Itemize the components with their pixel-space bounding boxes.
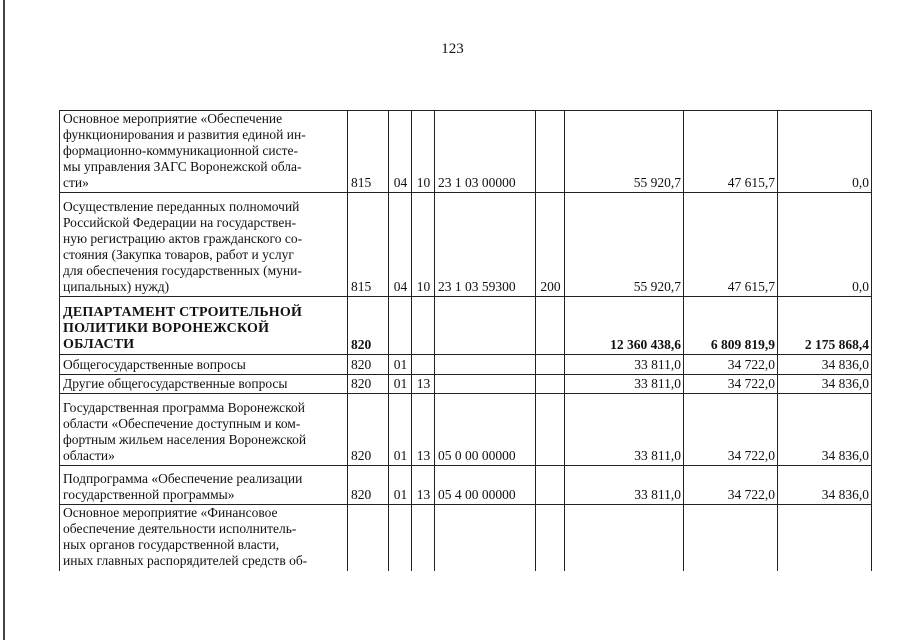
row-name-line: области» <box>63 448 115 463</box>
subsection-code: 10 <box>412 193 435 297</box>
section-code: 01 <box>389 466 412 505</box>
row-name-line: обеспечение деятельности исполнитель- <box>63 521 297 536</box>
grbs-code: 815 <box>348 111 389 193</box>
grbs-code: 820 <box>348 394 389 466</box>
amount-year-3: 0,0 <box>778 111 872 193</box>
row-name-line: фортным жильем населения Воронежской <box>63 432 307 447</box>
grbs-code: 820 <box>348 466 389 505</box>
row-name-line: мы управления ЗАГС Воронежской обла- <box>63 159 302 174</box>
amount-year-3: 34 836,0 <box>778 375 872 394</box>
expense-type-code <box>536 394 565 466</box>
table-row <box>60 297 872 355</box>
row-name <box>60 505 348 571</box>
amount-year-1: 55 920,7 <box>565 193 684 297</box>
row-name-line: Общегосударственные вопросы <box>63 357 246 372</box>
section-code: 04 <box>389 193 412 297</box>
row-name <box>60 111 348 193</box>
budget-table <box>59 110 872 571</box>
target-item-code: 05 4 00 00000 <box>435 466 536 505</box>
row-name-line: стояния (Закупка товаров, работ и услуг <box>63 247 294 262</box>
table-row <box>60 375 872 394</box>
row-name-line: для обеспечения государственных (муни- <box>63 263 302 278</box>
amount-year-1: 12 360 438,6 <box>565 297 684 355</box>
row-name-line: ПОЛИТИКИ ВОРОНЕЖСКОЙ <box>63 321 270 336</box>
expense-type-code <box>536 466 565 505</box>
row-name-line: Государственная программа Воронежской <box>63 400 305 415</box>
row-name-line: Другие общегосударственные вопросы <box>63 376 288 391</box>
row-name-line: ную регистрацию актов гражданского со- <box>63 231 303 246</box>
row-name-line: Подпрограмма «Обеспечение реализации <box>63 471 303 486</box>
row-name <box>60 466 348 505</box>
table-body <box>60 111 872 571</box>
section-code: 01 <box>389 394 412 466</box>
target-item-code <box>435 355 536 375</box>
amount-year-3: 34 836,0 <box>778 394 872 466</box>
grbs-code: 820 <box>348 375 389 394</box>
subsection-code: 10 <box>412 111 435 193</box>
target-item-code: 23 1 03 00000 <box>435 111 536 193</box>
grbs-code <box>348 505 389 571</box>
row-name-line: государственной программы» <box>63 487 235 502</box>
subsection-code: 13 <box>412 375 435 394</box>
table-row <box>60 505 872 571</box>
expense-type-code: 200 <box>536 193 565 297</box>
table-row <box>60 394 872 466</box>
section-code: 04 <box>389 111 412 193</box>
amount-year-1 <box>565 505 684 571</box>
amount-year-3: 34 836,0 <box>778 466 872 505</box>
row-name-line: области «Обеспечение доступным и ком- <box>63 416 301 431</box>
amount-year-1: 33 811,0 <box>565 375 684 394</box>
expense-type-code <box>536 355 565 375</box>
amount-year-1: 33 811,0 <box>565 466 684 505</box>
row-name-line: формационно-коммуникационной систе- <box>63 143 298 158</box>
amount-year-2: 34 722,0 <box>684 355 778 375</box>
target-item-code <box>435 375 536 394</box>
amount-year-2: 6 809 819,9 <box>684 297 778 355</box>
amount-year-1: 55 920,7 <box>565 111 684 193</box>
amount-year-2: 47 615,7 <box>684 193 778 297</box>
subsection-code <box>412 505 435 571</box>
row-name <box>60 394 348 466</box>
target-item-code: 23 1 03 59300 <box>435 193 536 297</box>
row-name-line: Российской Федерации на государствен- <box>63 215 297 230</box>
amount-year-3 <box>778 505 872 571</box>
row-name-line: сти» <box>63 175 89 190</box>
section-code <box>389 505 412 571</box>
row-name-line: ципальных) нужд) <box>63 279 170 294</box>
amount-year-2: 34 722,0 <box>684 394 778 466</box>
expense-type-code <box>536 297 565 355</box>
row-name <box>60 355 348 375</box>
section-code: 01 <box>389 375 412 394</box>
table-row <box>60 193 872 297</box>
amount-year-3: 0,0 <box>778 193 872 297</box>
section-code: 01 <box>389 355 412 375</box>
amount-year-3: 2 175 868,4 <box>778 297 872 355</box>
row-name-line: ДЕПАРТАМЕНТ СТРОИТЕЛЬНОЙ <box>63 305 303 320</box>
row-name <box>60 375 348 394</box>
table-row <box>60 466 872 505</box>
row-name-line: Основное мероприятие «Финансовое <box>63 505 278 520</box>
expense-type-code <box>536 375 565 394</box>
expense-type-code <box>536 505 565 571</box>
row-name-line: Основное мероприятие «Обеспечение <box>63 111 283 126</box>
row-name-line: ОБЛАСТИ <box>63 337 135 352</box>
row-name-line: функционирования и развития единой ин- <box>63 127 306 142</box>
subsection-code <box>412 297 435 355</box>
amount-year-2: 34 722,0 <box>684 375 778 394</box>
amount-year-1: 33 811,0 <box>565 355 684 375</box>
amount-year-2: 34 722,0 <box>684 466 778 505</box>
grbs-code: 820 <box>348 355 389 375</box>
amount-year-2 <box>684 505 778 571</box>
row-name-line: Осуществление переданных полномочий <box>63 199 300 214</box>
row-name <box>60 193 348 297</box>
row-name-line: ных органов государственной власти, <box>63 537 280 552</box>
table-row <box>60 355 872 375</box>
table-row <box>60 111 872 193</box>
subsection-code: 13 <box>412 394 435 466</box>
expense-type-code <box>536 111 565 193</box>
target-item-code <box>435 505 536 571</box>
subsection-code <box>412 355 435 375</box>
target-item-code: 05 0 00 00000 <box>435 394 536 466</box>
grbs-code: 820 <box>348 297 389 355</box>
amount-year-2: 47 615,7 <box>684 111 778 193</box>
target-item-code <box>435 297 536 355</box>
section-code <box>389 297 412 355</box>
row-name <box>60 297 348 355</box>
scan-left-edge <box>3 0 5 640</box>
amount-year-1: 33 811,0 <box>565 394 684 466</box>
grbs-code: 815 <box>348 193 389 297</box>
amount-year-3: 34 836,0 <box>778 355 872 375</box>
subsection-code: 13 <box>412 466 435 505</box>
row-name-line: иных главных распорядителей средств об- <box>63 553 308 568</box>
page-number: 123 <box>441 41 464 57</box>
